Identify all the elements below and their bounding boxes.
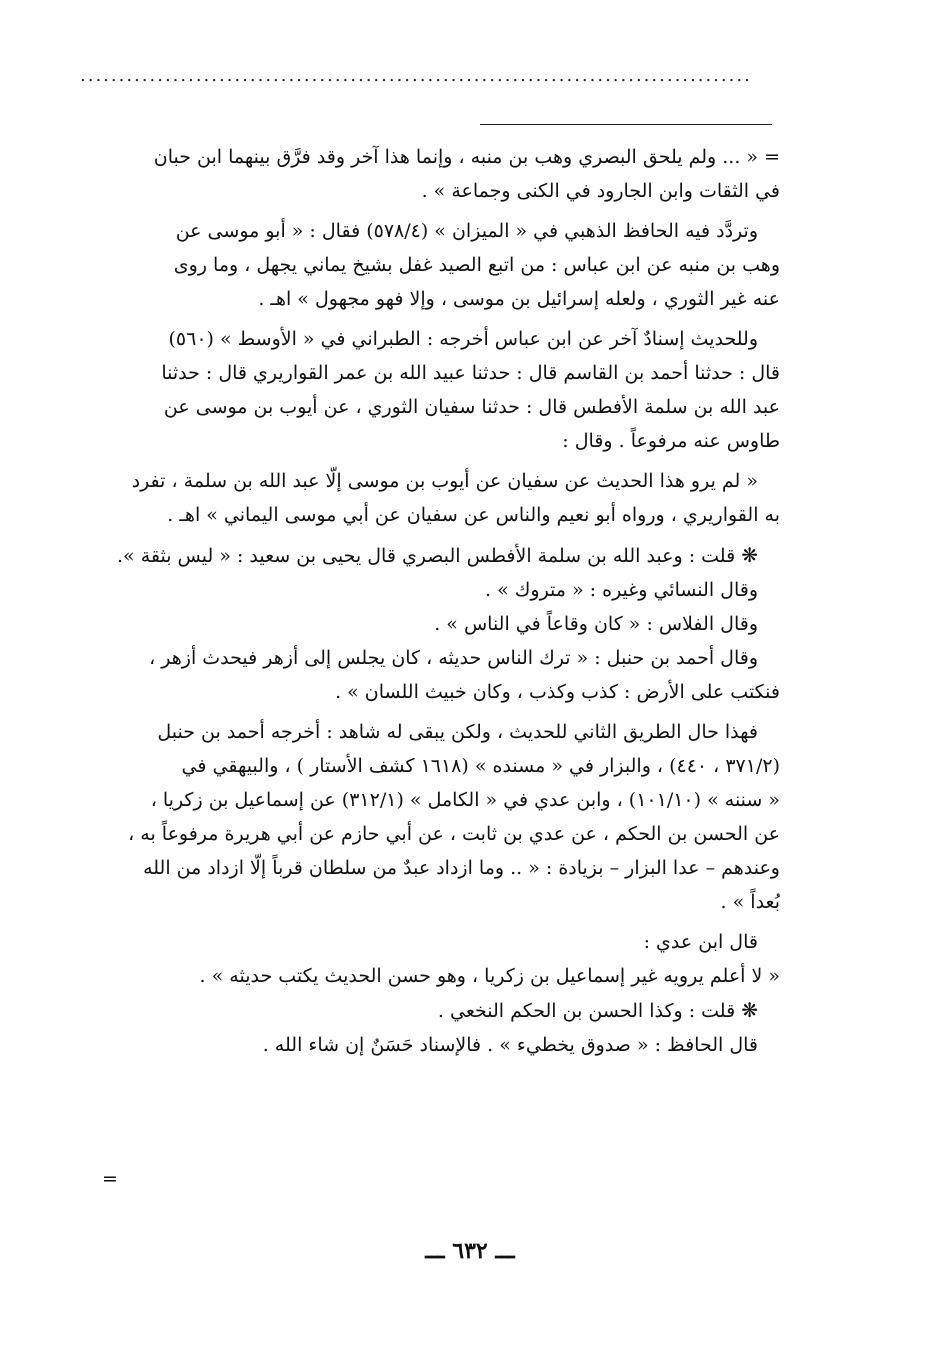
paragraph-6 <box>78 925 780 1062</box>
paragraph-1 <box>78 140 780 208</box>
text-line <box>78 538 780 573</box>
text-line: = « ... ولم يلحق البصري وهب بن منبه ، وإنما هذا آخر وقد فرَّق بينهما ابن حبان <box>153 146 780 168</box>
footnote-rule <box>480 124 772 125</box>
text-line: قال : حدثنا أحمد بن القاسم قال : حدثنا عبيد الله بن عمر القواريري قال : حدثنا <box>161 362 780 384</box>
text-line: « لم يرو هذا الحديث عن سفيان عن أيوب بن موسى إلّا عبد الله بن سلمة ، تفرد <box>131 470 758 492</box>
text-line: عبد الله بن سلمة الأفطس قال : حدثنا سفيان الثوري ، عن أيوب بن موسى عن <box>163 396 780 418</box>
star-icon: ❋ <box>741 998 758 1022</box>
text-line: في الثقات وابن الجارود في الكنى وجماعة » . <box>421 180 780 202</box>
text-line: « سننه » (١٠١/١٠) ، وابن عدي في « الكامل » (٣١٢/١) عن إسماعيل بن زكريا ، <box>150 789 780 811</box>
text-line-content: قلت : وعبد الله بن سلمة الأفطس البصري قال يحيى بن سعيد : « ليس بثقة ». <box>116 545 736 567</box>
text-line: وتردَّد فيه الحافظ الذهبي في « الميزان » (٥٧٨/٤) فقال : « أبو موسى عن <box>175 220 758 242</box>
continuation-mark: = <box>102 1168 118 1190</box>
text-line: به القواريري ، ورواه أبو نعيم والناس عن سفيان عن أبي موسى اليماني » اهـ . <box>167 504 780 526</box>
text-line: وقال الفلاس : « كان وقاعاً في الناس » . <box>434 613 758 635</box>
text-line-content: قلت : وكذا الحسن بن الحكم النخعي . <box>437 1000 736 1022</box>
text-line: وللحديث إسنادٌ آخر عن ابن عباس أخرجه : الطبراني في « الأوسط » (٥٦٠) <box>168 328 758 350</box>
page-number: ـــ ٦٣٢ ـــ <box>425 1238 515 1264</box>
paragraph-2 <box>78 214 780 316</box>
paragraph-5 <box>78 715 780 919</box>
quote-paragraph <box>78 464 780 532</box>
text-line: عن الحسن بن الحكم ، عن عدي بن ثابت ، عن أبي حازم عن أبي هريرة مرفوعاً به ، <box>128 823 780 845</box>
text-line: « لا أعلم يرويه غير إسماعيل بن زكريا ، وهو حسن الحديث يكتب حديثه » . <box>199 965 780 987</box>
text-line: وعندهم – عدا البزار – بزيادة : « .. وما ازداد عبدٌ من سلطان قرباً إلّا ازداد من الله <box>143 857 780 879</box>
text-line <box>78 993 780 1028</box>
paragraph-4 <box>78 538 780 709</box>
text-line: قال ابن عدي : <box>643 931 758 953</box>
text-line: قال الحافظ : « صدوق يخطيء » . فالإسناد حَسَنٌ إن شاء الله . <box>262 1034 758 1056</box>
text-line: فهذا حال الطريق الثاني للحديث ، ولكن يبقى له شاهد : أخرجه أحمد بن حنبل <box>157 721 758 743</box>
dotted-separator: ....................................................................................... <box>80 66 752 86</box>
text-line: وقال أحمد بن حنبل : « ترك الناس حديثه ، كان يجلس إلى أزهر فيحدث أزهر ، <box>149 647 758 669</box>
paragraph-3 <box>78 322 780 458</box>
text-line: وقال النسائي وغيره : « متروك » . <box>485 579 758 601</box>
text-line: (٣٧١/٢ ، ٤٤٠) ، والبزار في « مسنده » (١٦١٨ كشف الأستار ) ، والبيهقي في <box>181 755 780 777</box>
text-line: طاوس عنه مرفوعاً . وقال : <box>562 430 780 452</box>
text-line: بُعداً » . <box>720 891 780 913</box>
star-icon: ❋ <box>741 543 758 567</box>
text-line: فنكتب على الأرض : كذب وكذب ، وكان خبيث اللسان » . <box>335 681 780 703</box>
text-line: عنه غير الثوري ، ولعله إسرائيل بن موسى ، وإلا فهو مجهول » اهـ . <box>258 288 780 310</box>
footnote-body <box>78 140 780 1068</box>
text-line: وهب بن منبه عن ابن عباس : من اتبع الصيد غفل بشيخ يماني يجهل ، وما روى <box>173 254 780 276</box>
